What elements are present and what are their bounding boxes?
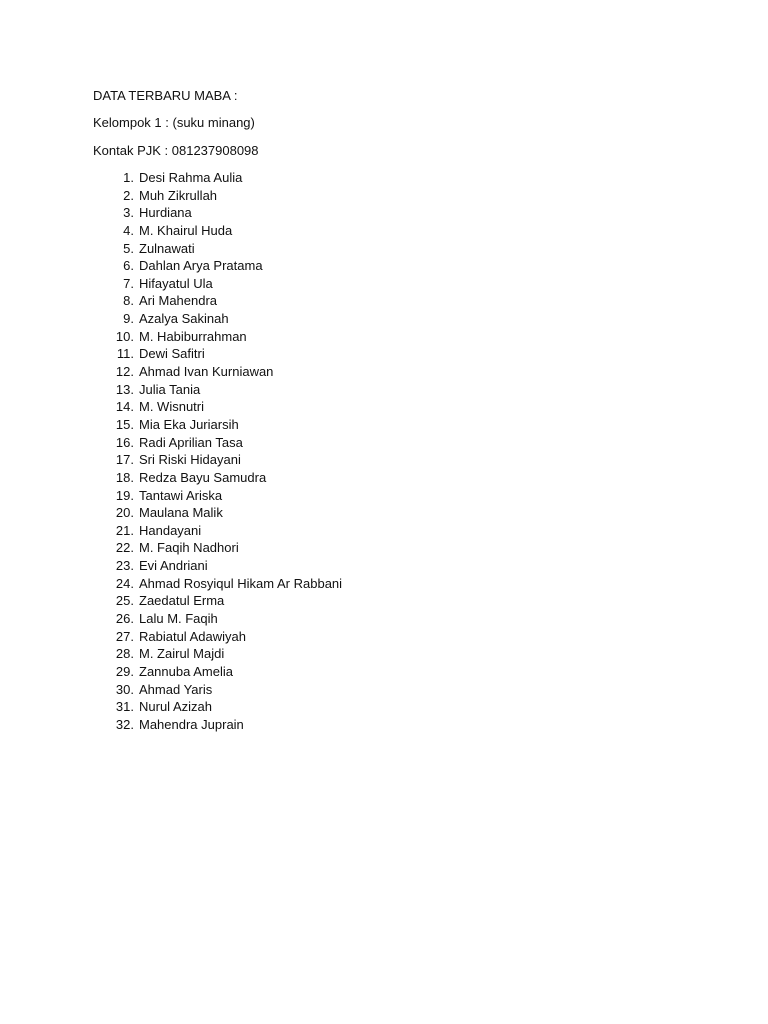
member-name: M. Wisnutri [139,399,204,415]
list-number: 5. [123,240,134,256]
member-name: Dewi Safitri [139,346,205,362]
list-number: 23. [115,558,134,574]
member-name: Muh Zikrullah [139,187,218,203]
list-number: 17. [115,452,134,468]
member-name: Redza Bayu Samudra [139,469,267,485]
list-number: 2. [123,187,134,203]
member-name: Hurdiana [139,205,192,221]
member-name: M. Habiburrahman [139,328,247,344]
list-number: 19. [115,487,134,503]
list-number: 4. [123,222,134,238]
list-number: 14. [115,399,134,415]
list-number: 8. [123,293,134,309]
list-number: 28. [115,646,134,662]
member-name: Zulnawati [139,240,195,256]
member-name: Nurul Azizah [139,699,212,715]
document-title: DATA TERBARU MABA : [93,88,238,103]
member-name: Mia Eka Juriarsih [139,416,239,432]
list-number: 3. [123,205,134,221]
list-number: 12. [115,364,134,380]
member-name: Desi Rahma Aulia [139,170,243,185]
member-name: M. Khairul Huda [139,222,233,238]
contact-line: Kontak PJK : 081237908098 [93,143,259,158]
group-line: Kelompok 1 : (suku minang) [93,115,255,130]
member-name: Tantawi Ariska [139,487,223,503]
member-name: Ahmad Ivan Kurniawan [139,364,274,380]
member-name: Zaedatul Erma [139,593,225,609]
member-name: Ahmad Yaris [139,681,213,697]
member-name: Ari Mahendra [139,293,218,309]
member-name: Julia Tania [139,381,201,397]
list-number: 9. [123,311,134,327]
member-name: Hifayatul Ula [139,275,213,291]
member-name: Sri Riski Hidayani [139,452,241,468]
member-name: Evi Andriani [139,558,208,574]
list-number: 30. [115,681,134,697]
member-name: Lalu M. Faqih [139,611,218,627]
member-name: Ahmad Rosyiqul Hikam Ar Rabbani [139,575,343,591]
list-number: 7. [123,275,134,291]
member-name: M. Faqih Nadhori [139,540,239,556]
list-number: 31. [115,699,134,715]
member-name: Rabiatul Adawiyah [139,628,246,644]
list-number: 20. [115,505,134,521]
list-number: 16. [115,434,134,450]
list-number: 18. [115,469,134,485]
member-name: Dahlan Arya Pratama [139,258,263,274]
member-name: Maulana Malik [139,505,223,521]
member-name: Zannuba Amelia [139,663,233,679]
list-number: 6. [123,258,134,274]
member-name: Mahendra Juprain [139,716,244,732]
member-name: Radi Aprilian Tasa [139,434,243,450]
list-number: 32. [115,716,134,732]
list-number: 15. [115,416,134,432]
member-name: Handayani [139,522,202,538]
member-name: M. Zairul Majdi [139,646,225,662]
list-number: 27. [115,628,134,644]
list-number: 22. [115,540,134,556]
list-number: 11. [116,346,134,362]
list-number: 26. [115,611,134,627]
list-number: 10. [115,328,134,344]
list-number: 29. [115,663,134,679]
member-name: Azalya Sakinah [139,311,229,327]
list-number: 21. [115,522,134,538]
list-number: 24. [115,575,134,591]
list-number: 25. [115,593,134,609]
list-number: 1. [123,170,134,185]
list-number: 13. [115,381,134,397]
